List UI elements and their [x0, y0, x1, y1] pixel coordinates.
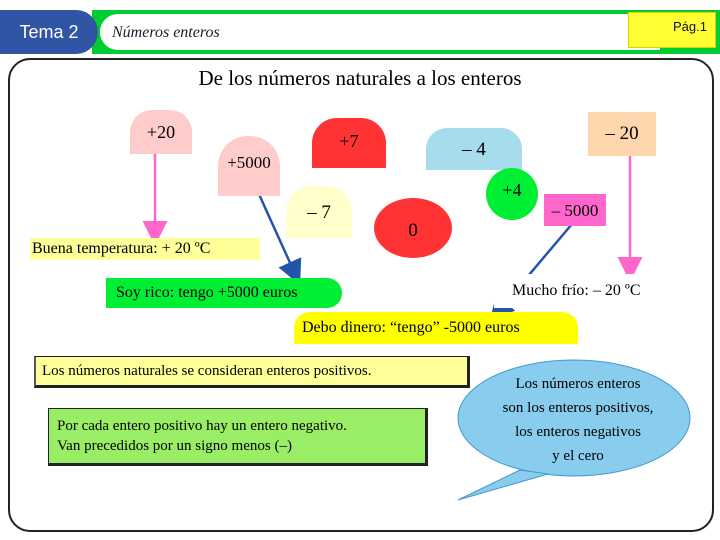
- bubble-line1: Los números enteros: [515, 376, 641, 392]
- speech-bubble-tail: [458, 470, 548, 500]
- bubble-line2: son los enteros positivos,: [502, 400, 654, 416]
- number-minus20: – 20: [588, 112, 656, 156]
- example-buena-temperatura: Buena temperatura: + 20 ºC: [30, 238, 260, 260]
- number-plus5000: +5000: [218, 136, 280, 196]
- bubble-text: [472, 372, 684, 468]
- bubble-line3: los enteros negativos: [515, 424, 641, 440]
- number-minus7: – 7: [286, 186, 352, 238]
- example-mucho-frio: Mucho frío: – 20 ºC: [494, 274, 688, 308]
- note-negativos: [48, 408, 428, 466]
- section-title: Números enteros: [112, 24, 220, 41]
- number-plus7: +7: [312, 118, 386, 168]
- number-minus4: – 4: [426, 128, 522, 170]
- page-number-badge: Pág.1: [628, 12, 716, 48]
- note-negativos-line1: Por cada entero positivo hay un entero negativo.: [57, 418, 347, 434]
- example-debo-dinero: Debo dinero: “tengo” -5000 euros: [294, 312, 578, 344]
- bubble-line4: y el cero: [552, 448, 604, 464]
- note-positivos: [34, 356, 470, 388]
- example-soy-rico: Soy rico: tengo +5000 euros: [106, 278, 342, 308]
- note-positivos-text: Los números naturales se consideran enteros positivos.: [42, 363, 372, 379]
- note-negativos-line2: Van precedidos por un signo menos (–): [57, 438, 292, 454]
- number-plus20: +20: [130, 110, 192, 154]
- number-minus5000: – 5000: [544, 194, 606, 226]
- number-plus4: +4: [486, 168, 538, 220]
- number-zero: 0: [374, 198, 452, 258]
- slide-title: De los números naturales a los enteros: [198, 66, 522, 90]
- tema-badge: Tema 2: [0, 10, 98, 54]
